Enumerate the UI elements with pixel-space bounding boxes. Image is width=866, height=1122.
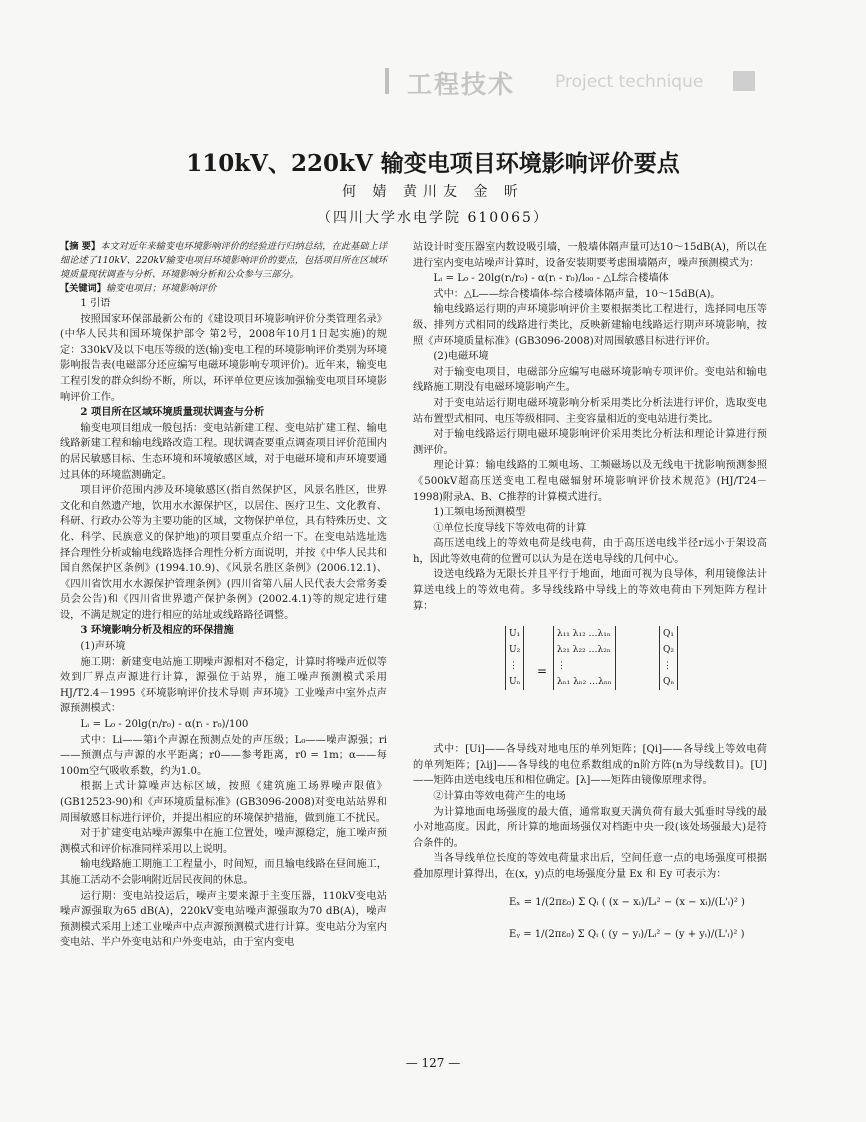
matrix-cell: ⋮ [557,661,566,672]
section-name-en: Project technique [555,72,704,92]
ey-formula: Eᵧ = 1/(2πε₀) Σ Qᵢ ( (y − yᵢ)/Lᵢ² − (y + yᵢ)/(L'ᵢ)² ) [509,928,745,940]
paragraph: ②计算由等效电荷产生的电场 [433,791,566,803]
abstract-label: 【摘 要】 [60,241,101,252]
potential-coefficient-matrix [553,626,616,690]
matrix-cell: λₙ₁ λₙ₂ …λₙₙ [557,677,612,688]
paragraph: 设送电线路为无限长并且平行于地面，地面可视为良导体，利用镜像法计算送电线上的等效电荷。多导线线路中导线上的等效电荷由下列矩阵方程计算： [413,569,767,612]
paragraph: 输电线路运行期的声环境影响评价主要根据类比工程进行，选择同电压等级、排列方式相同的线路进行类比，反映新建输电线路运行期声环境影响，按照《声环境质量标准》(GB3096-2008)对周围敏感目标进行评价。 [413,304,767,347]
matrix-cell: ⋮ [509,661,518,672]
paragraph: 式中：Li——第i个声源在预测点处的声压级；L₀——噪声源强；ri——预测点与声源的水平距离；r0——参考距离，r0 = 1m；α——每100m空气吸收系数，约为1.0。 [60,734,387,777]
paragraph: 输变电项目组成一般包括：变电站新建工程、变电站扩建工程、输电线路新建工程和输电线路改造工程。现状调查要重点调查项目评价范围内的居民敏感目标、生态环境和环境敏感区域，对于电磁环境和声环境要通过具体的环境监测确定。 [60,422,387,481]
formula: Lᵢ = L₀ - 20lg(rᵢ/r₀) - α(rᵢ - r₀)/l₀₀ - △L综合楼墙体 [433,273,669,285]
section-heading: 3 环境影响分析及相应的环保措施 [80,624,234,637]
keywords-label: 【关键词】 [60,283,106,294]
field-equations [413,891,767,961]
banner-bar [385,68,389,94]
paragraph: 输电线路施工期施工工程量小，时间短，而且输电线路在昼间施工，其施工活动不会影响附近居民夜间的休息。 [60,859,387,886]
right-column [413,240,767,965]
paragraph: 对于变电站运行期电磁环境影响分析采用类比分析法进行评价，选取变电站布置型式相同、电压等级相同、主变容量相近的变电站进行类比。 [413,397,767,425]
ex-formula: Eₓ = 1/(2πε₀) Σ Qᵢ ( (x − xᵢ)/Lᵢ² − (x − xᵢ)/(L'ᵢ)² ) [509,896,745,908]
paragraph: 对于扩建变电站噪声源集中在施工位置处，噪声源稳定，施工噪声预测模式和评价标准同样采用以上说明。 [60,828,387,855]
keywords [60,282,387,296]
matrix-cell: Q₁ [663,629,674,640]
matrix-cell: ⋮ [663,661,672,672]
banner-square-icon [733,71,755,91]
section-heading: 2 项目所在区域环境质量现状调查与分析 [80,406,265,419]
abstract-text: 本文对近年来输变电环境影响评价的经验进行归纳总结，在此基础上详细论述了110kV、220kV输变电项目环境影响评价的要点，包括项目所在区域环境质量现状调查与分析、环境影响分析和公众参与三部分。 [60,241,388,280]
paragraph: 式中：△L——综合楼墙体-综合楼墙体隔声量，10～15dB(A)。 [433,288,721,300]
matrix-equation [413,620,767,736]
paragraph: 对于输电线路运行期电磁环境影响评价采用类比分析法和理论计算进行预测评价。 [413,429,767,456]
section-name-cn: 工程技术 [407,70,516,99]
section-heading: 1 引语 [80,298,111,309]
subsection-heading: (1)声环境 [80,641,126,653]
paragraph: 施工期：新建变电站施工期噪声源相对不稳定，计算时将噪声近似等效到厂界点声源进行计算，源强位于站界，施工噪声预测模式采用 HJ/T2.4－1995《环境影响评价技术导则 声环境》工业噪声中室外点声源预测模式： [60,656,387,715]
journal-section-banner [385,62,775,100]
paragraph: 根据上式计算噪声达标区域，按照《建筑施工场界噪声限值》(GB12523-90)和《声环境质量标准》(GB3096-2008)对变电站站界和周围敏感目标进行评价，并提出相应的环境保护措施，做到施工不扰民。 [60,781,387,824]
charge-vector [659,626,678,690]
article-affiliation: （四川大学水电学院 610065） [317,210,549,226]
matrix-cell: U₁ [509,629,521,640]
article-authors: 何 婧 黄川友 金 昕 [342,184,524,200]
paragraph: 为计算地面电场强度的最大值，通常取夏天满负荷有最大弧垂时导线的最小对地高度。因此，所计算的地面场强仅对档距中央一段(该处场强最大)是符合条件的。 [413,806,767,849]
matrix-cell: Q₂ [663,645,674,656]
paragraph: 1)工频电场预测模型 [433,507,526,519]
paragraph: 理论计算：输电线路的工频电场、工频磁场以及无线电干扰影响预测参照《500kV超高压送变电工程电磁辐射环境影响评价技术规范》(HJ/T24－1998)附录A、B、C推荐的计算模式进行。 [413,460,767,503]
matrix-cell: λ₁₁ λ₁₂ …λ₁ₙ [557,629,611,640]
paragraph: 按照国家环保部最新公布的《建设项目环境影响评价分类管理名录》(中华人民共和国环境保护部令 第2号，2008年10月1日起实施)的规定：330kV及以下电压等级的送(输)变电工程的环境影响评价类别为环境影响报告表(电磁部分还应编写电磁环境影响专项评价)。近年来，输变电工程引发的群众纠纷不断，所以，环评单位更应该加强输变电项目环境影响评价工作。 [60,313,387,403]
matrix-cell: λ₂₁ λ₂₂ …λ₂ₙ [557,645,611,656]
keywords-text: 输变电项目；环境影响评价 [105,283,217,294]
page-number: — 127 — [405,1056,461,1070]
paragraph: 当各导线单位长度的等效电荷量求出后，空间任意一点的电场强度可根据叠加原理计算得出，在(x，y)点的电场强度分量 Ex 和 Ey 可表示为： [413,853,767,880]
left-column [60,240,387,951]
matrix-cell: Qₙ [663,677,675,688]
matrix-cell: U₂ [509,645,521,656]
abstract [60,240,387,282]
paragraph: 项目评价范围内涉及环境敏感区(指自然保护区，风景名胜区，世界文化和自然遗产地，饮用水水源保护区，以居住、医疗卫生、文化教育、科研、行政办公等为主要功能的区域，文物保护单位，具有特殊历史、文化、科学、民族意义的保护地)的项目要重点介绍一下。在变电站选址选择合理性分析或输电线路选择合理性分析方面说明，并按《中华人民共和国自然保护区条例》(1994.10.9)、《风景名胜区条例》(2006.12.1)、《四川省饮用水水源保护管理条例》(四川省第八届人民代表大会常务委员会公告)和《四川省世界遗产保护条例》(2002.4.1)等的规定进行建设，不满足规定的进行相应的站址或线路路径调整。 [60,485,387,621]
paragraph: 站设计时变压器室内数设吸引墙，一般墙体隔声量可达10～15dB(A)，所以在进行室内变电站噪声计算时，设备安装期要考虑围墙隔声，噪声预测模式为： [413,242,767,269]
paragraph: 式中：[Ui]——各导线对地电压的单列矩阵；[Qi]——各导线上等效电荷的单列矩阵；[λij]——各导线的电位系数组成的n阶方阵(n为导线数目)。[U]——矩阵由送电线电压和相位确定。[λ]——矩阵由镜像原理求得。 [413,744,767,787]
paragraph: 运行期：变电站投运后，噪声主要来源于主变压器，110kV变电站噪声源强取为65 dB(A)，220kV变电站噪声源强取为70 dB(A)，噪声预测模式采用上述工业噪声中点声源预测模式进行计算。变电站分为室内变电站、半户外变电站和户外变电站，由于室内变电 [60,890,387,949]
paragraph: ①单位长度导线下等效电荷的计算 [433,522,587,534]
matrix-cell: Uₙ [509,677,521,688]
paragraph: 对于输变电项目，电磁部分应编写电磁环境影响专项评价。变电站和输电线路施工期没有电磁环境影响产生。 [413,366,767,394]
paragraph: 高压送电线上的等效电荷是线电荷，由于高压送电线半径r远小于架设高h，因此等效电荷的位置可以认为是在送电导线的几何中心。 [413,538,767,565]
formula: Lᵢ = L₀ - 20lg(rᵢ/r₀) - α(rᵢ - r₀)/100 [80,719,249,731]
article-title: 110kV、220kV 输变电项目环境影响评价要点 [186,150,680,177]
voltage-vector [505,626,524,690]
subsection-heading: (2)电磁环境 [433,351,489,363]
equals-sign: = [537,664,548,679]
